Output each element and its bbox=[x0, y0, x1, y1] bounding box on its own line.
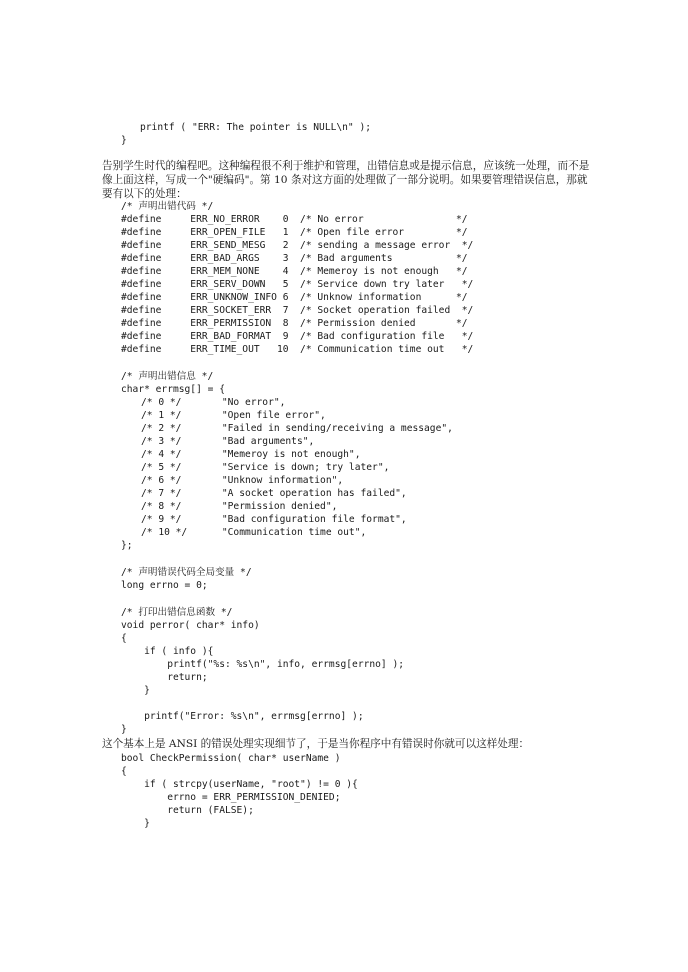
errmsg-item: /* 8 */ "Permission denied", bbox=[141, 501, 338, 512]
code-line: bool CheckPermission( char* userName ) bbox=[121, 753, 341, 764]
code-line: } bbox=[121, 818, 150, 829]
errmsg-item: /* 3 */ "Bad arguments", bbox=[141, 436, 315, 447]
errmsg-item: /* 7 */ "A socket operation has failed", bbox=[141, 488, 407, 499]
code-line: { bbox=[121, 633, 127, 644]
code-comment: /* 声明出错信息 */ bbox=[121, 371, 214, 382]
body-paragraph: 这个基本上是 ANSI 的错误处理实现细节了，于是当你程序中有错误时你就可以这样处理： bbox=[102, 738, 530, 750]
define-line: #define ERR_BAD_ARGS 3 /* Bad arguments */ bbox=[121, 253, 468, 264]
code-line: printf("Error: %s\n", errmsg[errno] ); bbox=[121, 711, 364, 722]
errmsg-item: /* 2 */ "Failed in sending/receiving a message", bbox=[141, 423, 453, 434]
code-comment: /* 声明错误代码全局变量 */ bbox=[121, 567, 252, 578]
code-comment: /* 声明出错代码 */ bbox=[121, 201, 214, 212]
errmsg-item: /* 10 */ "Communication time out", bbox=[141, 527, 367, 538]
code-line: char* errmsg[] = { bbox=[121, 384, 225, 395]
code-line: } bbox=[121, 685, 150, 696]
code-line: printf("%s: %s\n", info, errmsg[errno] ); bbox=[121, 659, 405, 670]
code-line: long errno = 0; bbox=[121, 580, 208, 591]
errmsg-item: /* 9 */ "Bad configuration file format", bbox=[141, 514, 407, 525]
code-line: void perror( char* info) bbox=[121, 620, 260, 631]
code-line: if ( strcpy(userName, "root") != 0 ){ bbox=[121, 779, 358, 790]
define-line: #define ERR_SERV_DOWN 5 /* Service down try later */ bbox=[121, 279, 474, 290]
define-line: #define ERR_SEND_MESG 2 /* sending a message error */ bbox=[121, 240, 474, 251]
code-line: { bbox=[121, 766, 127, 777]
code-line: return; bbox=[121, 672, 208, 683]
define-line: #define ERR_MEM_NONE 4 /* Memeroy is not enough */ bbox=[121, 266, 468, 277]
code-line: } bbox=[121, 724, 127, 735]
code-line: return (FALSE); bbox=[121, 805, 254, 816]
define-line: #define ERR_NO_ERROR 0 /* No error */ bbox=[121, 214, 468, 225]
errmsg-item: /* 1 */ "Open file error", bbox=[141, 410, 326, 421]
define-line: #define ERR_UNKNOW_INFO 6 /* Unknow information */ bbox=[121, 292, 468, 303]
errmsg-item: /* 6 */ "Unknow information", bbox=[141, 475, 344, 486]
errmsg-item: /* 4 */ "Memeroy is not enough", bbox=[141, 449, 361, 460]
define-line: #define ERR_PERMISSION 8 /* Permission denied */ bbox=[121, 318, 468, 329]
define-line: #define ERR_SOCKET_ERR 7 /* Socket operation failed */ bbox=[121, 305, 474, 316]
define-line: #define ERR_TIME_OUT 10 /* Communication time out */ bbox=[121, 344, 474, 355]
code-line: errno = ERR_PERMISSION_DENIED; bbox=[121, 792, 341, 803]
code-line: printf ( "ERR: The pointer is NULL\n" ); bbox=[140, 122, 372, 133]
errmsg-item: /* 5 */ "Service is down; try later", bbox=[141, 462, 390, 473]
code-line: }; bbox=[121, 540, 133, 551]
errmsg-item: /* 0 */ "No error", bbox=[141, 397, 286, 408]
code-comment: /* 打印出错信息函数 */ bbox=[121, 607, 233, 618]
body-paragraph: 告别学生时代的编程吧。这种编程很不利于维护和管理，出错信息或是提示信息，应该统一处理，而不是像上面这样，写成一个"硬编码"。第 10 条对这方面的处理做了一部分说明。如果要管理错误信息，那就要有以下的处理： bbox=[102, 160, 590, 200]
define-line: #define ERR_OPEN_FILE 1 /* Open file error */ bbox=[121, 227, 468, 238]
code-line: if ( info ){ bbox=[121, 646, 214, 657]
code-line: } bbox=[121, 135, 127, 146]
define-line: #define ERR_BAD_FORMAT 9 /* Bad configuration file */ bbox=[121, 331, 474, 342]
